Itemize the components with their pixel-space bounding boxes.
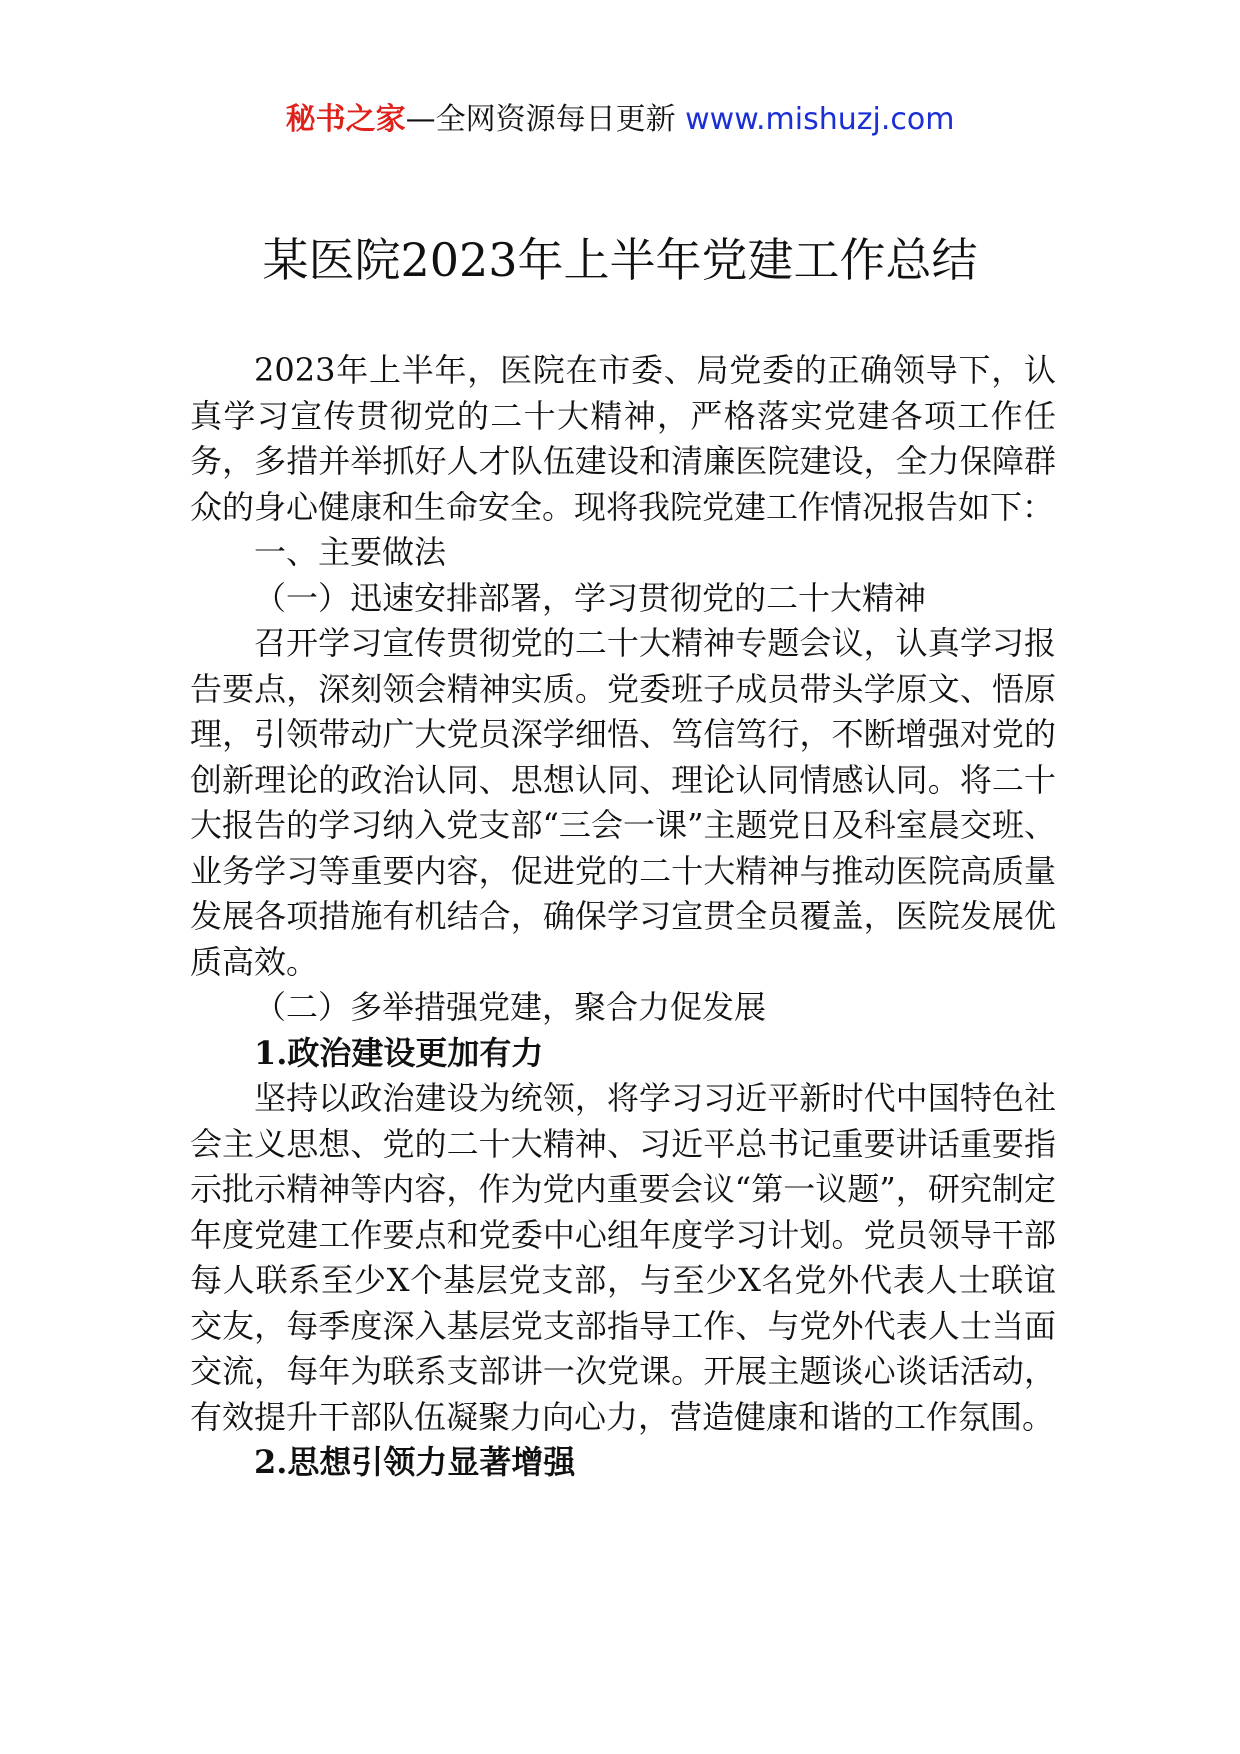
site-url-link[interactable]: www.mishuzj.com [685, 102, 955, 137]
intro-paragraph: 2023年上半年，医院在市委、局党委的正确领导下，认真学习宣传贯彻党的二十大精神，严格落实党建各项工作任务，多措并举抓好人才队伍建设和清廉医院建设，全力保障群众的身心健康和生命安全。现将我院党建工作情况报告如下： [190, 351, 1056, 526]
site-slogan: —全网资源每日更新 [405, 102, 686, 137]
body-paragraph: 召开学习宣传贯彻党的二十大精神专题会议，认真学习报告要点，深刻领会精神实质。党委班子成员带头学原文、悟原理，引领带动广大党员深学细悟、笃信笃行，不断增强对党的创新理论的政治认同、思想认同、理论认同情感认同。将二十大报告的学习纳入党支部“三会一课”主题党日及科室晨交班、业务学习等重要内容，促进党的二十大精神与推动医院高质量发展各项措施有机结合，确保学习宣贯全员覆盖，医院发展优质高效。 [190, 624, 1056, 981]
body-paragraph: 坚持以政治建设为统领，将学习习近平新时代中国特色社会主义思想、党的二十大精神、习近平总书记重要讲话重要指示批示精神等内容，作为党内重要会议“第一议题”，研究制定年度党建工作要点和党委中心组年度学习计划。党员领导干部每人联系至少X个基层党支部，与至少X名党外代表人士联谊交友，每季度深入基层党支部指导工作、与党外代表人士当面交流，每年为联系支部讲一次党课。开展主题谈心谈话活动，有效提升干部队伍凝聚力向心力，营造健康和谐的工作氛围。 [190, 1079, 1056, 1436]
document-body [190, 348, 1056, 1486]
item-heading: 2.思想引领力显著增强 [254, 1443, 576, 1481]
site-brand: 秘书之家 [285, 102, 406, 137]
section-heading: 一、主要做法 [254, 533, 447, 571]
document-title: 某医院2023年上半年党建工作总结 [262, 233, 978, 287]
site-header [0, 100, 1240, 140]
subsection-heading: （一）迅速安排部署，学习贯彻党的二十大精神 [254, 578, 927, 617]
item-heading: 1.政治建设更加有力 [254, 1033, 544, 1072]
subsection-heading: （二）多举措强党建，聚合力促发展 [254, 988, 767, 1026]
